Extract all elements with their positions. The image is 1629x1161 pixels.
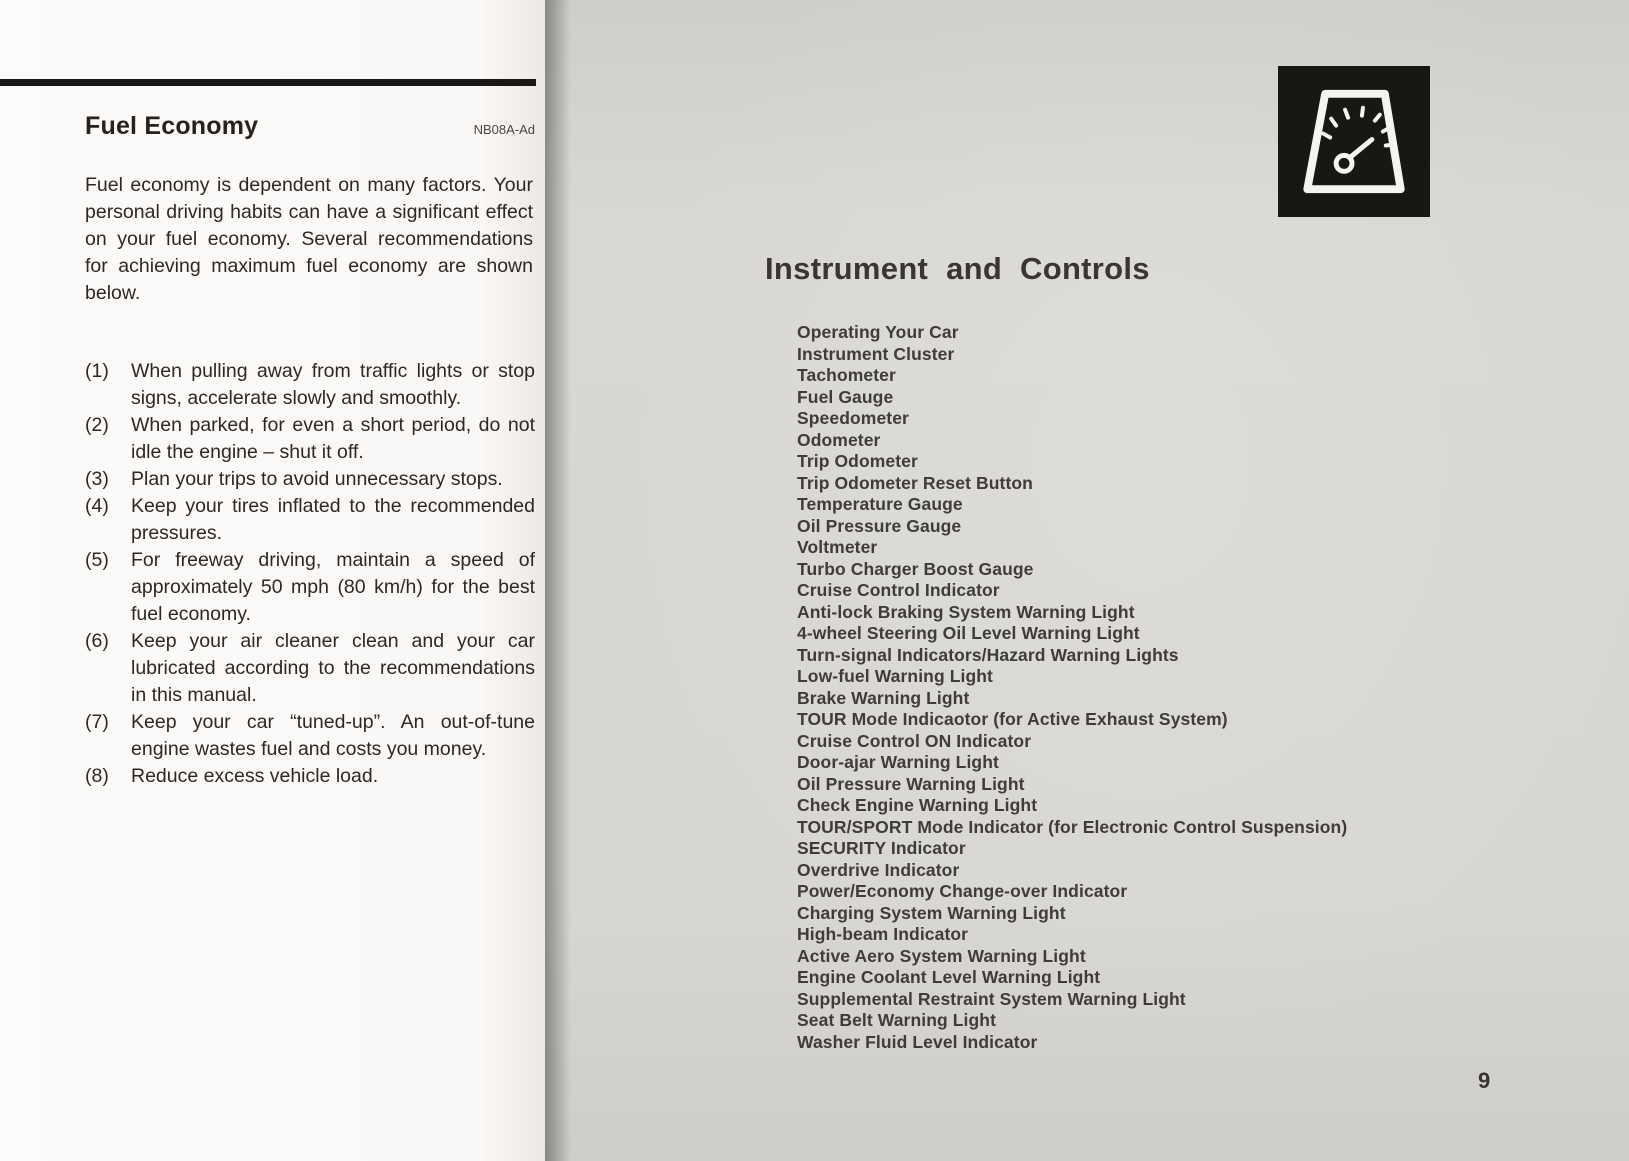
contents-item: Cruise Control ON Indicator <box>797 730 1032 751</box>
list-item-text: Plan your trips to avoid unnecessary stops. <box>131 468 503 490</box>
contents-item: SECURITY Indicator <box>797 838 966 858</box>
contents-item: Check Engine Warning Light <box>797 795 1038 815</box>
page-gutter-shadow <box>545 0 571 1161</box>
left-page <box>0 0 545 1161</box>
list-item-number: (1) <box>85 360 109 382</box>
list-item-text: Keep your car “tuned-up”. An out-of-tune engine wastes fuel and costs you money. <box>131 711 535 760</box>
contents-item: TOUR Mode Indicaotor (for Active Exhaust System) <box>797 709 1228 729</box>
fuel-economy-list <box>85 358 535 790</box>
contents-item: High-beam Indicator <box>797 924 969 944</box>
section-code: NB08A-Ad <box>473 122 535 137</box>
contents-item: Supplemental Restraint System Warning Light <box>797 988 1186 1009</box>
contents-item: Charging System Warning Light <box>797 902 1066 923</box>
contents-item: Anti-lock Braking System Warning Light <box>797 601 1135 622</box>
list-item-number: (4) <box>85 495 109 517</box>
list-item <box>85 547 535 628</box>
list-item-number: (7) <box>85 711 109 733</box>
contents-item: Door-ajar Warning Light <box>797 752 999 772</box>
contents-item: Turbo Charger Boost Gauge <box>797 558 1034 579</box>
contents-item: Tachometer <box>797 365 896 385</box>
contents-item: Operating Your Car <box>797 322 959 342</box>
list-item-text: Keep your air cleaner clean and your car lubricated according to the recommendations in this manual. <box>131 630 535 706</box>
contents-item: Speedometer <box>797 408 909 428</box>
contents-item: 4-wheel Steering Oil Level Warning Light <box>797 623 1140 643</box>
list-item <box>85 628 535 709</box>
list-item <box>85 358 535 412</box>
section-heading-row <box>85 112 535 141</box>
list-item-number: (3) <box>85 468 109 490</box>
contents-item: Cruise Control Indicator <box>797 580 1000 600</box>
contents-item: Turn-signal Indicators/Hazard Warning Lights <box>797 644 1179 665</box>
contents-item: Low-fuel Warning Light <box>797 666 993 686</box>
section-heading: Fuel Economy <box>85 112 259 140</box>
contents-item: TOUR/SPORT Mode Indicator (for Electronic Control Suspension) <box>797 816 1348 837</box>
right-page <box>545 0 1629 1161</box>
contents-item: Instrument Cluster <box>797 343 955 364</box>
list-item-number: (8) <box>85 765 109 787</box>
contents-item: Seat Belt Warning Light <box>797 1010 997 1030</box>
contents-item: Fuel Gauge <box>797 386 894 407</box>
list-item <box>85 763 535 790</box>
list-item-text: Reduce excess vehicle load. <box>131 765 379 787</box>
list-item <box>85 466 535 493</box>
list-item-text: Keep your tires inflated to the recommended pressures. <box>131 495 535 544</box>
contents-item: Power/Economy Change-over Indicator <box>797 881 1128 901</box>
list-item <box>85 412 535 466</box>
contents-item: Active Aero System Warning Light <box>797 945 1086 966</box>
contents-item: Brake Warning Light <box>797 687 970 708</box>
contents-item: Overdrive Indicator <box>797 859 960 880</box>
contents-item: Engine Coolant Level Warning Light <box>797 967 1101 987</box>
section-divider-rule <box>0 79 536 86</box>
contents-list <box>797 322 1577 1053</box>
contents-item: Oil Pressure Warning Light <box>797 773 1025 794</box>
contents-item: Oil Pressure Gauge <box>797 515 962 536</box>
contents-item: Trip Odometer <box>797 451 918 471</box>
list-item-number: (5) <box>85 549 109 571</box>
contents-item: Voltmeter <box>797 537 878 557</box>
list-item-text: When pulling away from traffic lights or stop signs, accelerate slowly and smoothly. <box>131 360 535 409</box>
list-item-text: When parked, for even a short period, do not idle the engine – shut it off. <box>131 414 535 463</box>
page-number: 9 <box>1478 1068 1491 1093</box>
chapter-title: Instrument and Controls <box>765 251 1150 286</box>
gauge-icon <box>1278 66 1430 217</box>
intro-paragraph: Fuel economy is dependent on many factors. Your personal driving habits can have a significant effect on your fuel economy. Several recommendations for achieving maximum fuel economy are shown below. <box>85 174 533 304</box>
contents-item: Temperature Gauge <box>797 494 963 514</box>
list-item-text: For freeway driving, maintain a speed of approximately 50 mph (80 km/h) for the best fuel economy. <box>131 549 535 625</box>
contents-item: Odometer <box>797 429 881 450</box>
contents-item: Washer Fluid Level Indicator <box>797 1031 1038 1052</box>
list-item-number: (2) <box>85 414 109 436</box>
contents-item: Trip Odometer Reset Button <box>797 472 1033 493</box>
list-item-number: (6) <box>85 630 109 652</box>
list-item <box>85 493 535 547</box>
list-item <box>85 709 535 763</box>
